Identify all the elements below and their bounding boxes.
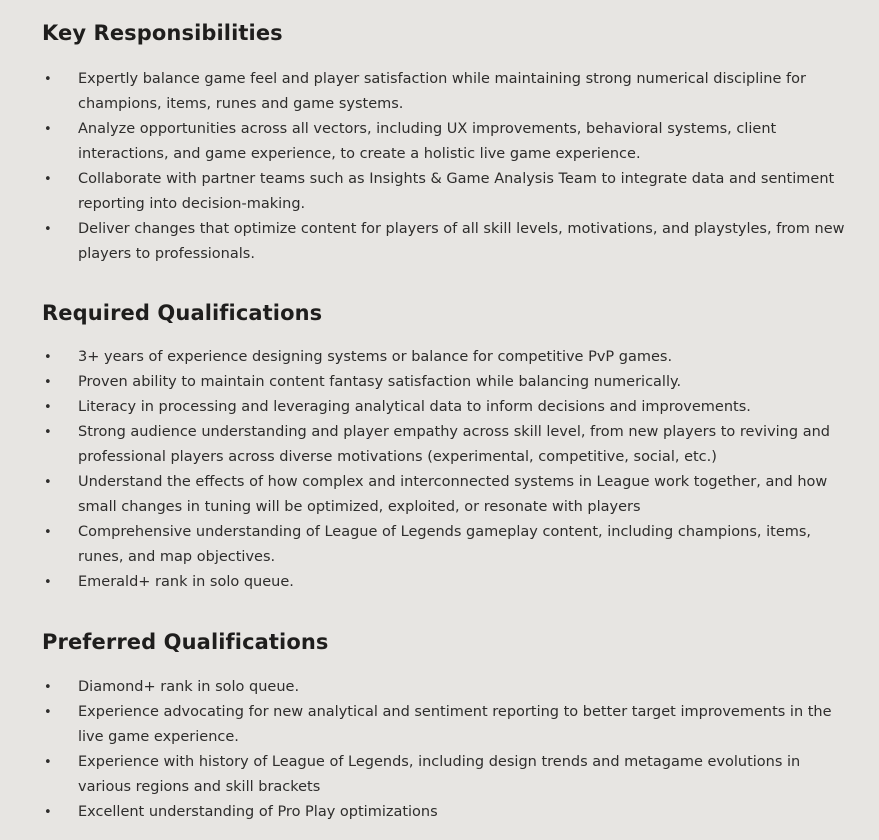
- preferred-qualifications-section: [42, 629, 852, 820]
- bullet-icon: •: [44, 350, 52, 365]
- list-item: [42, 370, 855, 395]
- list-item-text: Proven ability to maintain content fantasy satisfaction while balancing numerically.: [78, 374, 682, 390]
- list-item: [42, 395, 855, 420]
- list-item-text: Collaborate with partner teams such as Insights & Game Analysis Team to integrate data and sentiment reporting into decision-making.: [78, 171, 835, 212]
- list-item: [42, 117, 855, 167]
- list-item: [42, 800, 855, 825]
- bullet-icon: •: [44, 680, 52, 695]
- bullet-icon: •: [44, 525, 52, 540]
- bullet-icon: •: [44, 172, 52, 187]
- key-responsibilities-list: [42, 67, 855, 267]
- preferred-qualifications-list: [42, 675, 855, 825]
- required-qualifications-heading: Required Qualifications: [42, 301, 323, 325]
- key-responsibilities-heading: Key Responsibilities: [42, 21, 283, 45]
- bullet-icon: •: [44, 72, 52, 87]
- list-item-text: Understand the effects of how complex and interconnected systems in League work together, and how small changes in tuning will be optimized, exploited, or resonate with players: [78, 474, 828, 515]
- list-item-text: Diamond+ rank in solo queue.: [78, 679, 300, 695]
- bullet-icon: •: [44, 375, 52, 390]
- bullet-icon: •: [44, 575, 52, 590]
- bullet-icon: •: [44, 400, 52, 415]
- bullet-icon: •: [44, 755, 52, 770]
- list-item: [42, 167, 855, 217]
- preferred-qualifications-heading: Preferred Qualifications: [42, 630, 329, 654]
- required-qualifications-section: [42, 300, 852, 590]
- list-item: [42, 700, 855, 750]
- list-item: [42, 470, 855, 520]
- bullet-icon: •: [44, 122, 52, 137]
- bullet-icon: •: [44, 805, 52, 820]
- list-item-text: Comprehensive understanding of League of Legends gameplay content, including champions, items, runes, and map objectives.: [78, 524, 812, 565]
- bullet-icon: •: [44, 705, 52, 720]
- list-item-text: Strong audience understanding and player empathy across skill level, from new players to reviving and professional players across diverse motivations (experimental, competitive, social, etc.): [78, 424, 830, 465]
- list-item-text: Literacy in processing and leveraging analytical data to inform decisions and improvements.: [78, 399, 751, 415]
- list-item: [42, 420, 855, 470]
- bullet-icon: •: [44, 222, 52, 237]
- list-item-text: Experience with history of League of Legends, including design trends and metagame evolutions in various regions and skill brackets: [78, 754, 801, 795]
- list-item: [42, 570, 855, 595]
- list-item: [42, 675, 855, 700]
- list-item-text: Excellent understanding of Pro Play optimizations: [78, 804, 438, 820]
- key-responsibilities-section: [42, 20, 852, 262]
- list-item-text: Emerald+ rank in solo queue.: [78, 574, 294, 590]
- list-item: [42, 345, 855, 370]
- list-item-text: 3+ years of experience designing systems or balance for competitive PvP games.: [78, 349, 673, 365]
- list-item: [42, 750, 855, 800]
- list-item-text: Analyze opportunities across all vectors, including UX improvements, behavioral systems, client interactions, and game experience, to create a holistic live game experience.: [78, 121, 777, 162]
- list-item: [42, 67, 855, 117]
- bullet-icon: •: [44, 425, 52, 440]
- list-item-text: Expertly balance game feel and player satisfaction while maintaining strong numerical discipline for champions, items, runes and game systems.: [78, 71, 806, 112]
- list-item: [42, 520, 855, 570]
- required-qualifications-list: [42, 345, 855, 595]
- list-item-text: Experience advocating for new analytical and sentiment reporting to better target improvements in the live game experience.: [78, 704, 832, 745]
- list-item-text: Deliver changes that optimize content for players of all skill levels, motivations, and playstyles, from new players to professionals.: [78, 221, 845, 262]
- list-item: [42, 217, 855, 267]
- bullet-icon: •: [44, 475, 52, 490]
